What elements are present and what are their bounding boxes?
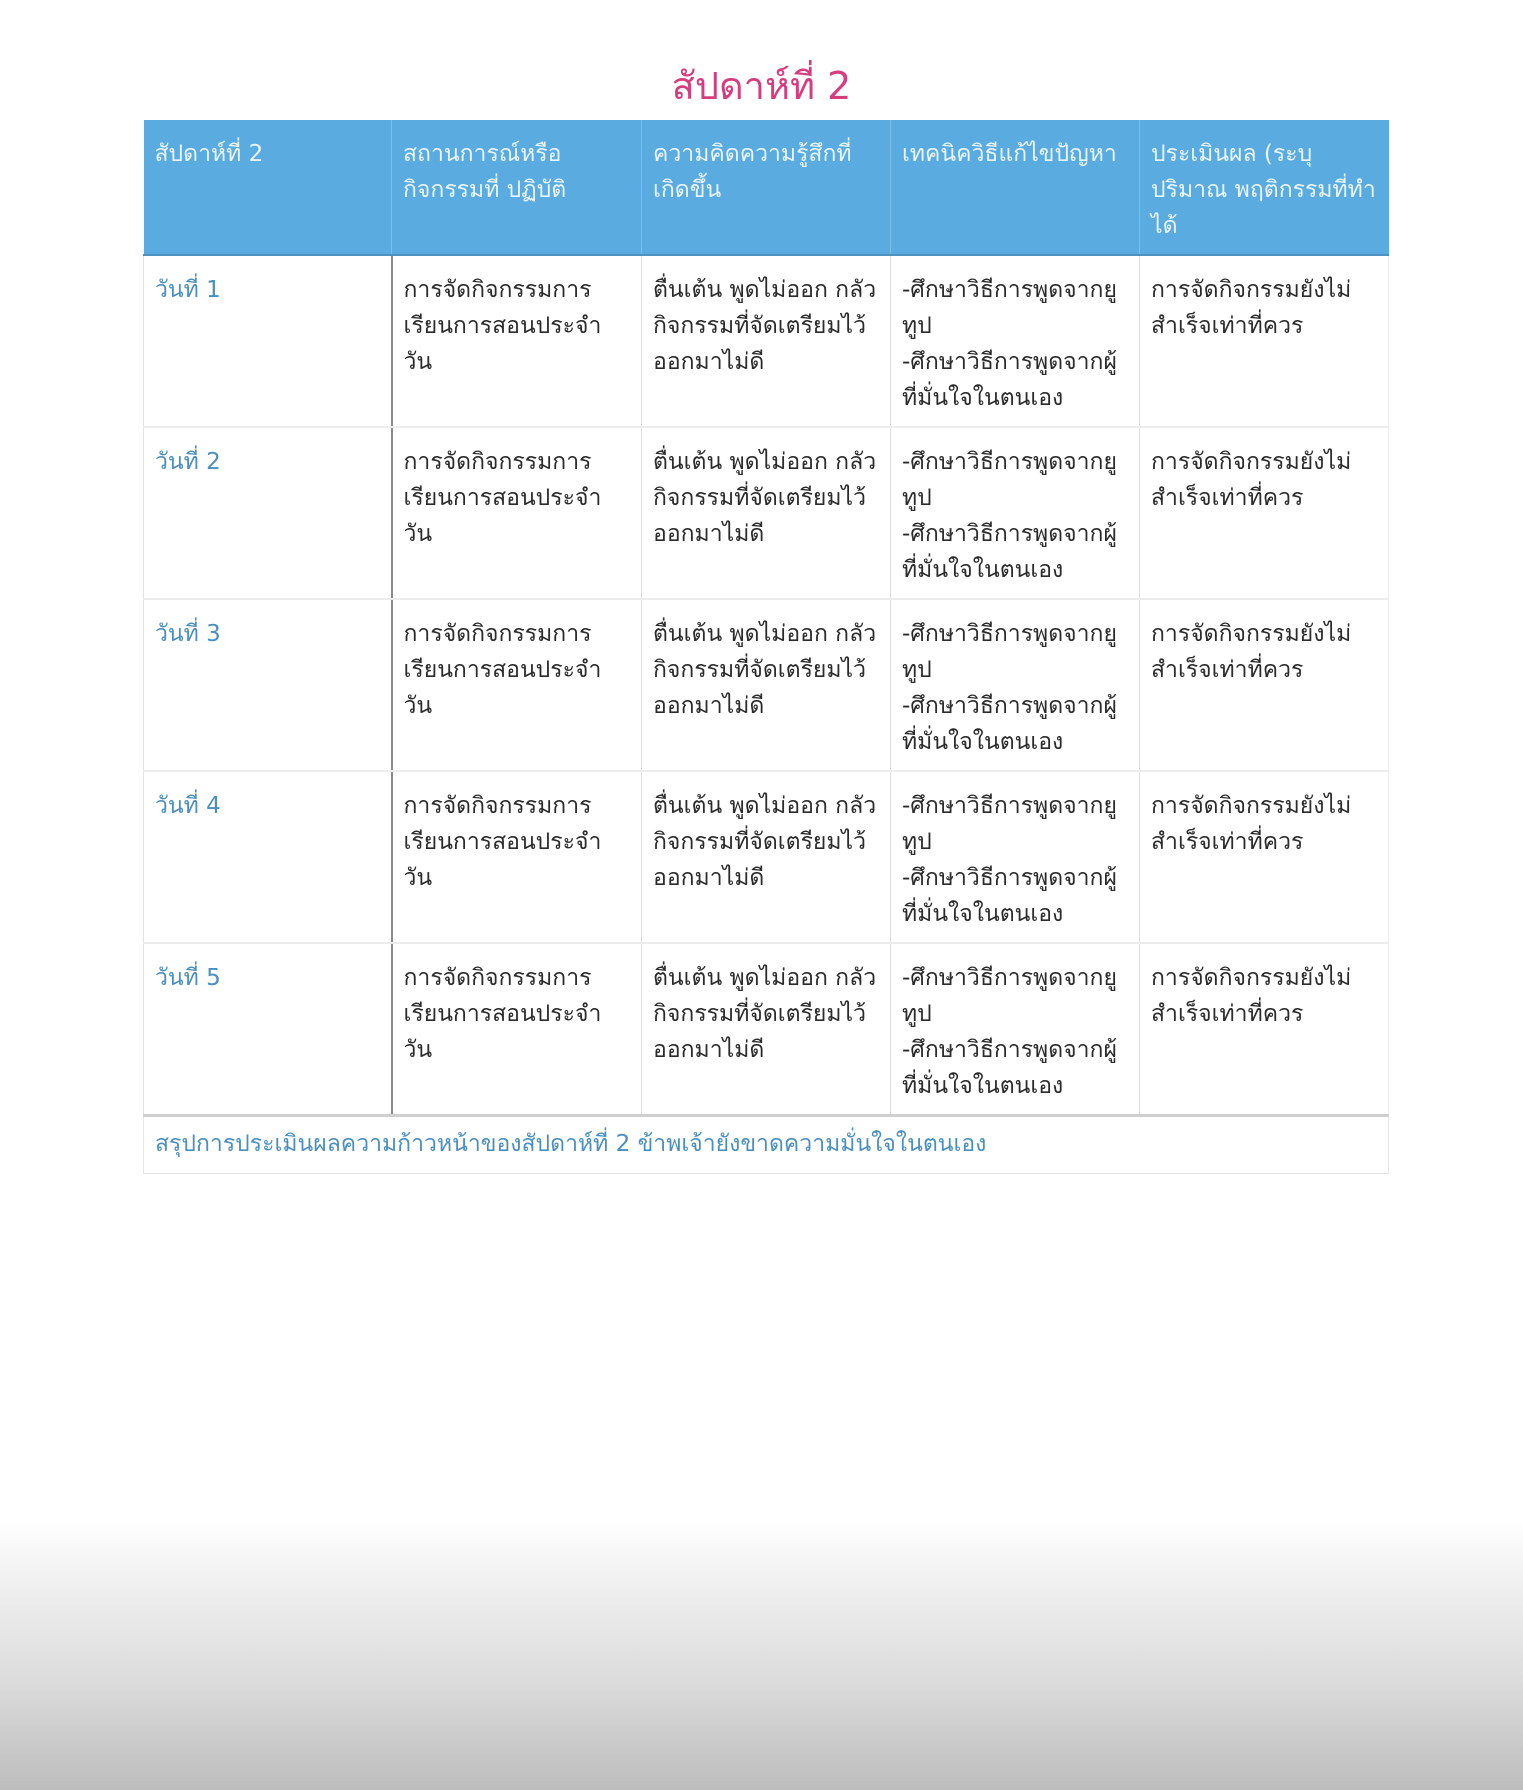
header-situation: สถานการณ์หรือกิจกรรมที่ ปฏิบัติ <box>392 120 642 255</box>
technique-item: -ศึกษาวิธีการพูดจากยูทูป <box>902 793 1117 855</box>
evaluation-cell: การจัดกิจกรรมยังไม่สำเร็จเท่าที่ควร <box>1140 771 1389 943</box>
feeling-cell: ตื่นเต้น พูดไม่ออก กลัวกิจกรรมที่จัดเตรียมไว้ออกมาไม่ดี <box>642 771 891 943</box>
feeling-cell: ตื่นเต้น พูดไม่ออก กลัวกิจกรรมที่จัดเตรียมไว้ออกมาไม่ดี <box>642 943 891 1116</box>
page-title: สัปดาห์ที่ 2 <box>671 64 852 108</box>
technique-cell <box>891 771 1140 943</box>
header-technique: เทคนิควิธีแก้ไขปัญหา <box>891 120 1140 255</box>
situation-cell: การจัดกิจกรรมการเรียนการสอนประจำวัน <box>392 771 642 943</box>
day-cell: วันที่ 4 <box>144 771 392 943</box>
summary-row <box>144 1116 1389 1174</box>
situation-cell: การจัดกิจกรรมการเรียนการสอนประจำวัน <box>392 255 642 427</box>
table-row <box>144 599 1389 771</box>
technique-cell <box>891 599 1140 771</box>
table-row <box>144 771 1389 943</box>
feeling-cell: ตื่นเต้น พูดไม่ออก กลัวกิจกรรมที่จัดเตรียมไว้ออกมาไม่ดี <box>642 255 891 427</box>
technique-item: -ศึกษาวิธีการพูดจากผู้ที่มั่นใจในตนเอง <box>902 349 1117 411</box>
header-feeling: ความคิดความรู้สึกที่เกิดขึ้น <box>642 120 891 255</box>
situation-cell: การจัดกิจกรรมการเรียนการสอนประจำวัน <box>392 943 642 1116</box>
technique-cell <box>891 255 1140 427</box>
technique-cell <box>891 943 1140 1116</box>
technique-item: -ศึกษาวิธีการพูดจากยูทูป <box>902 621 1117 683</box>
weekly-reflection-table <box>143 120 1389 1174</box>
table-row <box>144 943 1389 1116</box>
day-cell: วันที่ 1 <box>144 255 392 427</box>
evaluation-cell: การจัดกิจกรรมยังไม่สำเร็จเท่าที่ควร <box>1140 255 1389 427</box>
evaluation-cell: การจัดกิจกรรมยังไม่สำเร็จเท่าที่ควร <box>1140 599 1389 771</box>
summary-text: สรุปการประเมินผลความก้าวหน้าของสัปดาห์ที่ 2 ข้าพเจ้ายังขาดความมั่นใจในตนเอง <box>144 1116 1389 1174</box>
header-evaluation: ประเมินผล (ระบุปริมาณ พฤติกรรมที่ทำ ได้ <box>1140 120 1389 255</box>
day-cell: วันที่ 2 <box>144 427 392 599</box>
technique-item: -ศึกษาวิธีการพูดจากผู้ที่มั่นใจในตนเอง <box>902 865 1117 927</box>
technique-item: -ศึกษาวิธีการพูดจากยูทูป <box>902 965 1117 1027</box>
feeling-cell: ตื่นเต้น พูดไม่ออก กลัวกิจกรรมที่จัดเตรียมไว้ออกมาไม่ดี <box>642 599 891 771</box>
technique-item: -ศึกษาวิธีการพูดจากผู้ที่มั่นใจในตนเอง <box>902 1037 1117 1099</box>
evaluation-cell: การจัดกิจกรรมยังไม่สำเร็จเท่าที่ควร <box>1140 427 1389 599</box>
technique-item: -ศึกษาวิธีการพูดจากยูทูป <box>902 277 1117 339</box>
table-row <box>144 255 1389 427</box>
evaluation-cell: การจัดกิจกรรมยังไม่สำเร็จเท่าที่ควร <box>1140 943 1389 1116</box>
table-row <box>144 427 1389 599</box>
table-header-row <box>144 120 1389 255</box>
technique-item: -ศึกษาวิธีการพูดจากยูทูป <box>902 449 1117 511</box>
technique-item: -ศึกษาวิธีการพูดจากผู้ที่มั่นใจในตนเอง <box>902 693 1117 755</box>
situation-cell: การจัดกิจกรรมการเรียนการสอนประจำวัน <box>392 599 642 771</box>
day-cell: วันที่ 3 <box>144 599 392 771</box>
day-cell: วันที่ 5 <box>144 943 392 1116</box>
technique-cell <box>891 427 1140 599</box>
header-week: สัปดาห์ที่ 2 <box>144 120 392 255</box>
technique-item: -ศึกษาวิธีการพูดจากผู้ที่มั่นใจในตนเอง <box>902 521 1117 583</box>
situation-cell: การจัดกิจกรรมการเรียนการสอนประจำวัน <box>392 427 642 599</box>
feeling-cell: ตื่นเต้น พูดไม่ออก กลัวกิจกรรมที่จัดเตรียมไว้ออกมาไม่ดี <box>642 427 891 599</box>
